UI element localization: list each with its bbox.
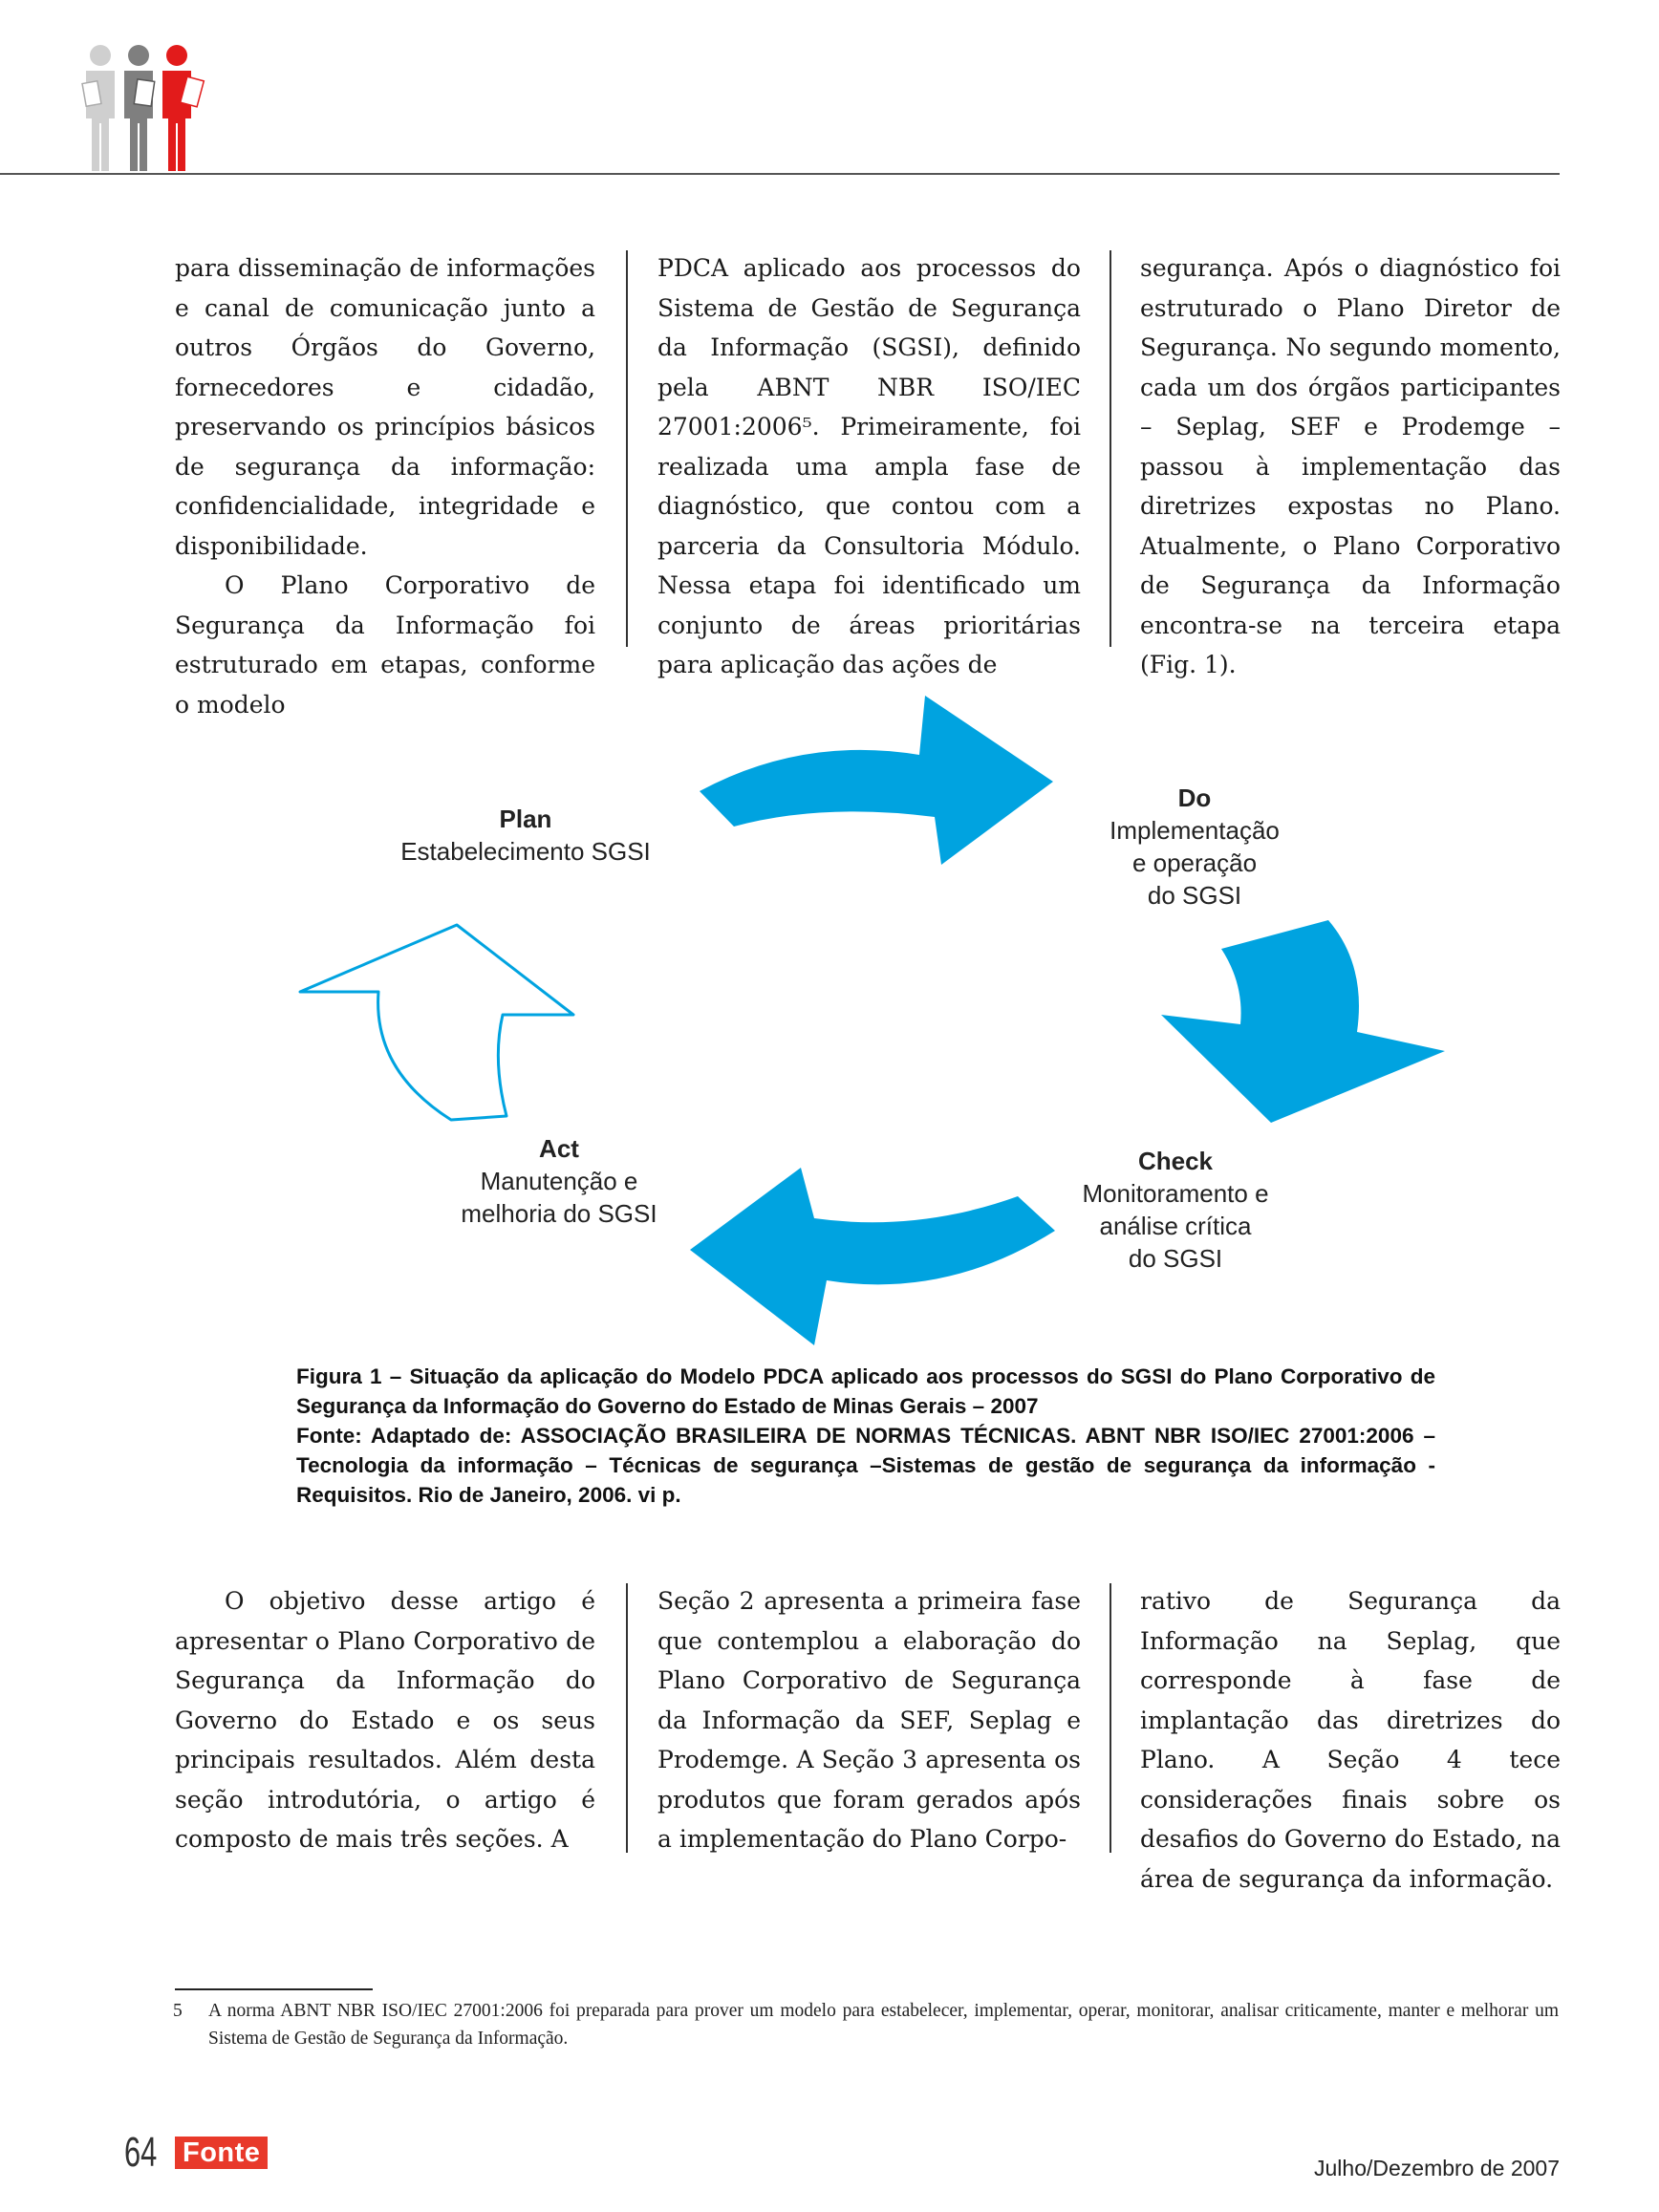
plan-label (349, 803, 702, 868)
paragraph: rativo de Segurança da Informação na Seplag, que corresponde à fase de implantação das diretrizes do Plano. A Seção 4 tece considerações finais sobre os desafios do Governo do Estado, na área de segurança da informação. (1140, 1587, 1561, 1893)
footnote-text: A norma ABNT NBR ISO/IEC 27001:2006 foi preparada para prover um modelo para estabelecer, implementar, operar, monitorar, analisar criticamente, manter e melhorar um Sistema de Gestão de Segurança da Informação. (208, 2001, 1559, 2049)
plan-line: Estabelecimento SGSI (400, 837, 651, 866)
header-rule (0, 173, 1560, 175)
three-people-logo-icon (78, 42, 222, 176)
check-line: do SGSI (1128, 1244, 1223, 1273)
top-column-2 (657, 248, 1081, 685)
paragraph: PDCA aplicado aos processos do Sistema de Gestão de Segurança da Informação (SGSI), definido pela ABNT NBR ISO/IEC 27001:2006⁵. Primeiramente, foi realizada uma ampla fase de diagnóstico, que contou com a parceria da Consultoria Módulo. Nessa etapa foi identificado um conjunto de áreas prioritárias para aplicação das ações de (657, 254, 1081, 678)
top-column-3 (1140, 248, 1561, 685)
do-line: do SGSI (1147, 881, 1242, 910)
act-line: melhoria do SGSI (461, 1199, 657, 1228)
column-divider (626, 1583, 628, 1853)
footnote-rule (175, 1988, 373, 1990)
bottom-column-3 (1140, 1581, 1561, 1899)
do-line: Implementação (1110, 816, 1280, 845)
do-to-check-arrow (1161, 920, 1445, 1123)
act-label (420, 1132, 698, 1230)
figure-caption (296, 1362, 1435, 1510)
check-line: Monitoramento e (1082, 1179, 1269, 1208)
footnote-number: 5 (173, 2001, 183, 2021)
column-divider (1110, 1583, 1111, 1853)
paragraph: para disseminação de informações e canal de comunicação junto a outros Órgãos do Governo, fornecedores e cidadão, preservando os princípios básicos de segurança da informação: confidencialidade, integridade e disponibilidade. (175, 254, 595, 560)
act-line: Manutenção e (480, 1167, 638, 1195)
paragraph: O objetivo desse artigo é apresentar o Plano Corporativo de Segurança da Informação do Governo do Estado e os seus principais resultados. Além desta seção introdutória, o artigo é composto de mais três seções. A (175, 1587, 595, 1853)
check-label (1032, 1145, 1319, 1275)
caption-source: Fonte: Adaptado de: ASSOCIAÇÃO BRASILEIRA DE NORMAS TÉCNICAS. ABNT NBR ISO/IEC 27001:2006 – Tecnologia da informação – Técnicas de segurança –Sistemas de gestão de segurança da informação - Requisitos. Rio de Janeiro, 2006. vi p. (296, 1424, 1435, 1507)
check-to-act-arrow (690, 1168, 1055, 1345)
caption-title: Figura 1 – Situação da aplicação do Modelo PDCA aplicado aos processos do SGSI do Plano Corporativo de Segurança da Informação do Governo do Estado de Minas Gerais – 2007 (296, 1364, 1435, 1418)
do-label (1051, 782, 1338, 912)
do-line: e operação (1131, 848, 1258, 877)
plan-to-do-arrow (700, 696, 1053, 865)
issue-date: Julho/Dezembro de 2007 (1314, 2156, 1560, 2180)
act-to-plan-arrow (300, 925, 573, 1120)
paragraph: Seção 2 apresenta a primeira fase que contemplou a elaboração do Plano Corporativo de Segurança da Informação da SEF, Seplag e Prodemge. A Seção 3 apresenta os produtos que foram gerados após a implementação do Plano Corpo- (657, 1587, 1081, 1853)
do-title: Do (1177, 784, 1212, 812)
bottom-column-2 (657, 1581, 1081, 1859)
top-column-1 (175, 248, 595, 724)
act-title: Act (539, 1134, 579, 1163)
paragraph: O Plano Corporativo de Segurança da Informação foi estruturado em etapas, conforme o modelo (175, 571, 595, 719)
footnote (173, 1997, 1559, 2052)
column-divider (1110, 250, 1111, 647)
plan-title: Plan (499, 805, 552, 833)
page-number: 64 (124, 2129, 158, 2176)
check-line: análise crítica (1099, 1212, 1252, 1240)
bottom-column-1 (175, 1581, 595, 1859)
check-title: Check (1137, 1147, 1214, 1175)
paragraph: segurança. Após o diagnóstico foi estruturado o Plano Diretor de Segurança. No segundo momento, cada um dos órgãos participantes – Seplag, SEF e Prodemge – passou à implementação das diretrizes expostas no Plano. Atualmente, o Plano Corporativo de Segurança da Informação encontra-se na terceira etapa (Fig. 1). (1140, 254, 1561, 678)
brand-logo: Fonte (175, 2137, 268, 2169)
column-divider (626, 250, 628, 647)
